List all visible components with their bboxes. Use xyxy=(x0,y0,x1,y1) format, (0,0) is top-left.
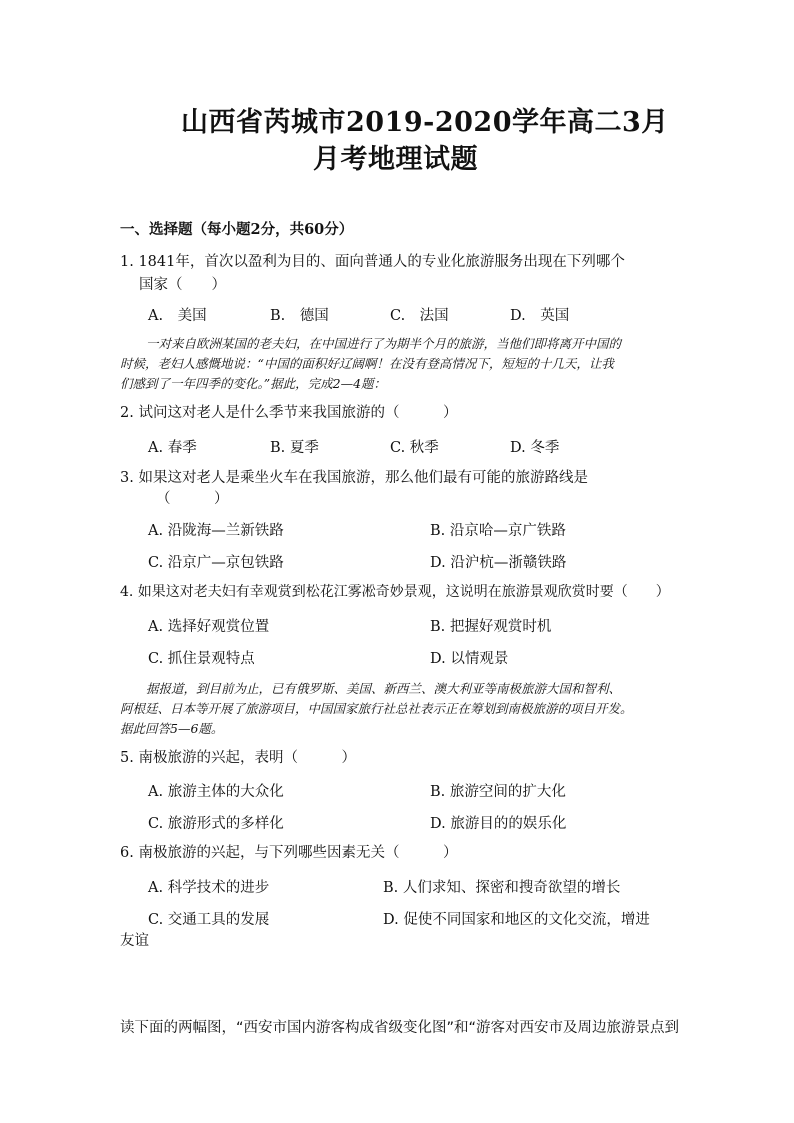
question-6: 6. 南极旅游的兴起，与下列哪些因素无关（ ） xyxy=(120,845,458,861)
q3-option-c: C. 沿京广—京包铁路 xyxy=(148,555,284,571)
q2-option-a: A. 春季 xyxy=(148,440,197,456)
q3-option-b: B. 沿京哈—京广铁路 xyxy=(430,523,566,539)
q6-option-d: D. 促使不同国家和地区的文化交流，增进 xyxy=(383,912,650,928)
q3-option-d: D. 沿沪杭—浙赣铁路 xyxy=(430,555,567,571)
q6-option-b: B. 人们求知、探密和搜奇欲望的增长 xyxy=(383,880,621,896)
q3-option-a: A. 沿陇海—兰新铁路 xyxy=(148,523,284,539)
passage-2-line: 阿根廷、日本等开展了旅游项目，中国国家旅行社总社表示正在筹划到南极旅游的项目开发。 xyxy=(120,701,633,716)
question-4: 4. 如果这对老夫妇有幸观赏到松花江雾凇奇妙景观，这说明在旅游景观欣赏时要（ ） xyxy=(120,584,670,600)
passage-2 xyxy=(120,679,680,739)
passage-1-line: 一对来自欧洲某国的老夫妇，在中国进行了为期半个月的旅游，当他们即将离开中国的 xyxy=(146,336,622,351)
figure-intro-text: 读下面的两幅图，“西安市国内游客构成省级变化图”和“游客对西安市及周边旅游景点到 xyxy=(120,1020,680,1036)
passage-1-line: 们感到了一年四季的变化。”据此，完成2—4题： xyxy=(120,376,387,391)
q6-option-c: C. 交通工具的发展 xyxy=(148,912,270,928)
q4-option-d: D. 以情观景 xyxy=(430,651,509,667)
q6-option-a: A. 科学技术的进步 xyxy=(148,880,270,896)
document-title-line1: 山西省芮城市2019-2020学年高二3月 xyxy=(181,107,669,138)
question-3-line2: （ ） xyxy=(156,491,229,507)
q5-option-a: A. 旅游主体的大众化 xyxy=(148,784,284,800)
q1-option-d: D. 英国 xyxy=(510,308,570,324)
passage-1-line: 时候，老妇人感慨地说：“中国的面积好辽阔啊！在没有登高情况下，短短的十几天，让我 xyxy=(120,356,614,371)
q1-option-b: B. 德国 xyxy=(270,308,329,324)
q2-option-c: C. 秋季 xyxy=(390,440,439,456)
q1-option-c: C. 法国 xyxy=(390,308,449,324)
q4-option-b: B. 把握好观赏时机 xyxy=(430,619,552,635)
question-1-line2: 国家（ ） xyxy=(139,277,226,293)
q2-option-d: D. 冬季 xyxy=(510,440,560,456)
section-heading: 一、选择题（每小题2分，共60分） xyxy=(120,221,354,238)
q2-option-b: B. 夏季 xyxy=(270,440,319,456)
document-title-line2: 月考地理试题 xyxy=(313,144,478,175)
passage-2-line: 据此回答5—6题。 xyxy=(120,721,224,736)
q4-option-c: C. 抓住景观特点 xyxy=(148,651,255,667)
q5-option-c: C. 旅游形式的多样化 xyxy=(148,816,284,832)
passage-1 xyxy=(120,334,680,394)
q5-option-b: B. 旅游空间的扩大化 xyxy=(430,784,566,800)
question-3-line1: 3. 如果这对老人是乘坐火车在我国旅游，那么他们最有可能的旅游路线是 xyxy=(120,470,588,486)
question-2: 2. 试问这对老人是什么季节来我国旅游的（ ） xyxy=(120,405,458,421)
q6-option-d-continued: 友谊 xyxy=(120,933,149,949)
passage-2-line: 据报道，到目前为止，已有俄罗斯、美国、新西兰、澳大利亚等南极旅游大国和智利、 xyxy=(146,681,622,696)
question-5: 5. 南极旅游的兴起，表明（ ） xyxy=(120,750,356,766)
q4-option-a: A. 选择好观赏位置 xyxy=(148,619,270,635)
q1-option-a: A. 美国 xyxy=(148,308,207,324)
q5-option-d: D. 旅游目的的娱乐化 xyxy=(430,816,567,832)
question-1-line1: 1. 1841年，首次以盈利为目的、面向普通人的专业化旅游服务出现在下列哪个 xyxy=(120,254,625,270)
